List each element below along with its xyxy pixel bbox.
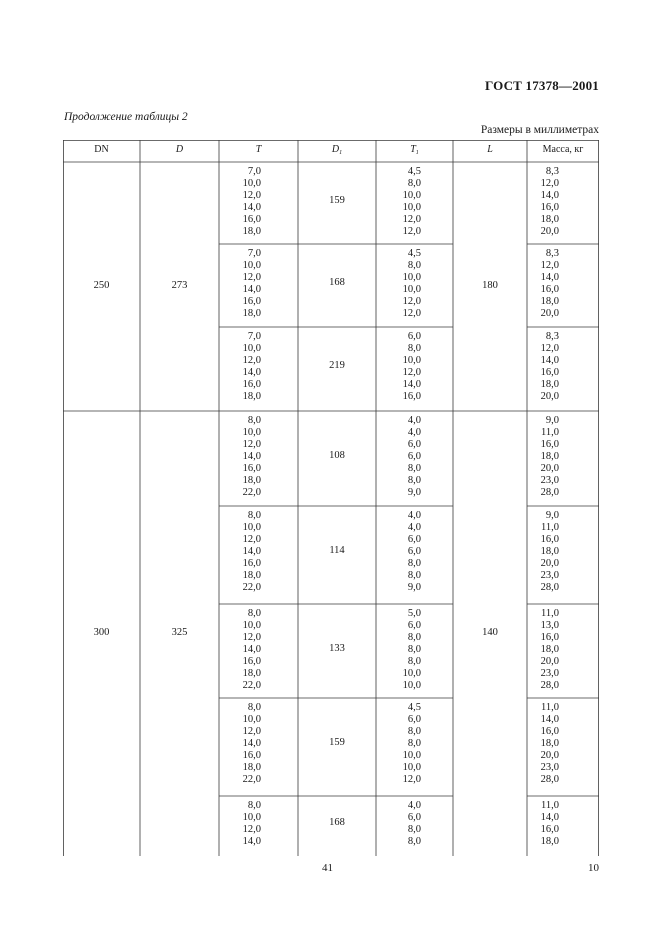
value-cell: 12,0 (402, 774, 421, 785)
value-cell: 10,0 (242, 812, 261, 823)
mass-values (541, 702, 559, 786)
value-cell: 8,0 (407, 632, 421, 643)
value-cell: 8,3 (545, 166, 559, 177)
value-cell: 8,0 (247, 702, 261, 713)
value-cell: 6,0 (407, 451, 421, 462)
value-cell: 23,0 (540, 475, 559, 486)
d1-value: 159 (329, 737, 345, 748)
value-cell: 16,0 (242, 214, 261, 225)
value-cell: 22,0 (242, 582, 261, 593)
value-cell: 14,0 (540, 714, 559, 725)
value-cell: 8,0 (407, 656, 421, 667)
value-cell: 28,0 (540, 487, 559, 498)
value-cell: 16,0 (242, 750, 261, 761)
value-cell: 16,0 (540, 284, 559, 295)
value-cell: 6,0 (407, 812, 421, 823)
value-cell: 20,0 (540, 558, 559, 569)
value-cell: 8,0 (407, 824, 421, 835)
value-cell: 12,0 (242, 439, 261, 450)
standard-header: ГОСТ 17378—2001 (484, 78, 599, 93)
dn-value: 300 (93, 626, 110, 638)
value-cell: 22,0 (242, 680, 261, 691)
value-cell: 10,0 (402, 272, 421, 283)
value-cell: 13,0 (540, 620, 559, 631)
d1-value: 168 (329, 817, 345, 828)
mass-values (541, 510, 559, 594)
value-cell: 4,5 (407, 248, 421, 259)
d1-value: 108 (329, 450, 345, 461)
value-cell: 16,0 (540, 439, 559, 450)
value-cell: 28,0 (540, 582, 559, 593)
value-cell: 4,5 (407, 702, 421, 713)
t-values (243, 800, 261, 848)
value-cell: 12,0 (242, 726, 261, 737)
col-header-t1 (376, 140, 453, 162)
t1-values (403, 166, 421, 238)
value-cell: 16,0 (540, 367, 559, 378)
mass-values (541, 248, 559, 320)
value-cell: 18,0 (540, 214, 559, 225)
value-cell: 10,0 (242, 178, 261, 189)
value-cell: 4,0 (407, 427, 421, 438)
value-cell: 16,0 (540, 632, 559, 643)
value-cell: 12,0 (402, 226, 421, 237)
table-caption: Продолжение таблицы 2 (64, 111, 188, 123)
value-cell: 14,0 (242, 451, 261, 462)
value-cell: 14,0 (242, 644, 261, 655)
value-cell: 8,0 (407, 343, 421, 354)
value-cell: 16,0 (242, 656, 261, 667)
value-cell: 12,0 (242, 355, 261, 366)
value-cell: 16,0 (242, 463, 261, 474)
value-cell: 11,0 (541, 608, 559, 619)
value-cell: 10,0 (402, 668, 421, 679)
value-cell: 7,0 (247, 166, 261, 177)
value-cell: 18,0 (540, 296, 559, 307)
l-value: 180 (482, 279, 498, 291)
value-cell: 16,0 (242, 379, 261, 390)
value-cell: 16,0 (402, 391, 421, 402)
value-cell: 23,0 (540, 570, 559, 581)
value-cell: 9,0 (545, 415, 559, 426)
d-value: 273 (171, 279, 188, 291)
value-cell: 18,0 (242, 226, 261, 237)
value-cell: 12,0 (540, 260, 559, 271)
mass-values (541, 166, 559, 238)
value-cell: 6,0 (407, 534, 421, 545)
value-cell: 12,0 (402, 214, 421, 225)
value-cell: 10,0 (402, 680, 421, 691)
value-cell: 4,0 (407, 510, 421, 521)
col-header-t1-main: T (410, 144, 416, 155)
t-values (243, 248, 261, 320)
value-cell: 20,0 (540, 656, 559, 667)
mass-values (541, 331, 559, 403)
value-cell: 8,0 (247, 510, 261, 521)
value-cell: 20,0 (540, 750, 559, 761)
value-cell: 14,0 (242, 836, 261, 847)
value-cell: 12,0 (242, 534, 261, 545)
value-cell: 18,0 (540, 738, 559, 749)
value-cell: 8,0 (407, 570, 421, 581)
value-cell: 18,0 (242, 391, 261, 402)
value-cell: 6,0 (407, 331, 421, 342)
value-cell: 8,3 (545, 331, 559, 342)
value-cell: 10,0 (242, 714, 261, 725)
value-cell: 14,0 (540, 355, 559, 366)
t-values (243, 166, 261, 238)
value-cell: 12,0 (540, 343, 559, 354)
col-header-l: L (487, 144, 493, 155)
t1-values (408, 800, 421, 848)
value-cell: 18,0 (540, 451, 559, 462)
value-cell: 12,0 (402, 308, 421, 319)
t-values (243, 510, 261, 594)
value-cell: 7,0 (247, 248, 261, 259)
d1-value: 133 (329, 643, 345, 654)
value-cell: 10,0 (402, 202, 421, 213)
value-cell: 6,0 (407, 439, 421, 450)
t1-values (408, 415, 421, 499)
value-cell: 10,0 (402, 750, 421, 761)
t-values (243, 331, 261, 403)
value-cell: 6,0 (407, 620, 421, 631)
l-value: 140 (482, 626, 498, 638)
t1-values (403, 331, 421, 403)
d-value: 325 (171, 626, 188, 638)
value-cell: 12,0 (242, 272, 261, 283)
value-cell: 8,0 (247, 608, 261, 619)
value-cell: 28,0 (540, 774, 559, 785)
value-cell: 18,0 (242, 475, 261, 486)
value-cell: 8,0 (407, 463, 421, 474)
value-cell: 12,0 (242, 632, 261, 643)
mass-values (541, 800, 559, 848)
value-cell: 9,0 (407, 487, 421, 498)
value-cell: 4,0 (407, 415, 421, 426)
value-cell: 18,0 (540, 379, 559, 390)
value-cell: 10,0 (402, 762, 421, 773)
value-cell: 10,0 (242, 427, 261, 438)
col-header-d1 (298, 140, 376, 162)
table-grid (63, 140, 599, 856)
value-cell: 10,0 (242, 620, 261, 631)
value-cell: 14,0 (540, 272, 559, 283)
value-cell: 14,0 (242, 546, 261, 557)
value-cell: 14,0 (242, 367, 261, 378)
value-cell: 8,0 (247, 415, 261, 426)
value-cell: 10,0 (402, 355, 421, 366)
value-cell: 20,0 (540, 391, 559, 402)
value-cell: 23,0 (540, 668, 559, 679)
t1-values (403, 248, 421, 320)
value-cell: 4,0 (407, 522, 421, 533)
value-cell: 14,0 (402, 379, 421, 390)
t-values (243, 415, 261, 499)
value-cell: 16,0 (540, 534, 559, 545)
d1-value: 114 (329, 545, 345, 556)
units-note: Размеры в миллиметрах (480, 124, 599, 136)
mass-values (541, 608, 559, 692)
col-header-d1-sub: 1 (339, 150, 343, 156)
value-cell: 12,0 (402, 367, 421, 378)
value-cell: 8,0 (407, 836, 421, 847)
value-cell: 16,0 (540, 726, 559, 737)
page-number: 41 (322, 862, 333, 874)
col-header-t: T (255, 144, 262, 155)
value-cell: 4,5 (407, 166, 421, 177)
t-values (243, 702, 261, 786)
value-cell: 8,3 (545, 248, 559, 259)
t1-values (408, 510, 421, 594)
value-cell: 18,0 (242, 762, 261, 773)
value-cell: 16,0 (242, 558, 261, 569)
value-cell: 16,0 (540, 824, 559, 835)
value-cell: 18,0 (540, 546, 559, 557)
value-cell: 8,0 (407, 738, 421, 749)
value-cell: 10,0 (242, 260, 261, 271)
value-cell: 11,0 (541, 427, 559, 438)
value-cell: 8,0 (247, 800, 261, 811)
value-cell: 14,0 (540, 812, 559, 823)
value-cell: 18,0 (242, 308, 261, 319)
value-cell: 11,0 (541, 522, 559, 533)
value-cell: 12,0 (540, 178, 559, 189)
value-cell: 7,0 (247, 331, 261, 342)
value-cell: 8,0 (407, 726, 421, 737)
d1-value: 168 (329, 277, 345, 288)
value-cell: 14,0 (242, 738, 261, 749)
value-cell: 8,0 (407, 178, 421, 189)
value-cell: 9,0 (407, 582, 421, 593)
value-cell: 18,0 (540, 644, 559, 655)
col-header-d: D (175, 144, 184, 155)
value-cell: 5,0 (407, 608, 421, 619)
value-cell: 10,0 (402, 284, 421, 295)
value-cell: 8,0 (407, 260, 421, 271)
value-cell: 12,0 (242, 824, 261, 835)
value-cell: 14,0 (242, 284, 261, 295)
value-cell: 28,0 (540, 680, 559, 691)
col-header-t1-sub: 1 (415, 150, 419, 156)
value-cell: 10,0 (402, 190, 421, 201)
value-cell: 22,0 (242, 487, 261, 498)
t1-values (403, 702, 421, 786)
value-cell: 22,0 (242, 774, 261, 785)
value-cell: 8,0 (407, 644, 421, 655)
value-cell: 12,0 (402, 296, 421, 307)
value-cell: 20,0 (540, 226, 559, 237)
value-cell: 8,0 (407, 558, 421, 569)
sheet-number: 10 (588, 862, 599, 874)
d1-value: 219 (329, 360, 345, 371)
value-cell: 6,0 (407, 714, 421, 725)
value-cell: 20,0 (540, 308, 559, 319)
value-cell: 23,0 (540, 762, 559, 773)
col-header-d1-main: D (331, 144, 340, 155)
value-cell: 10,0 (242, 522, 261, 533)
col-header-dn: DN (94, 144, 109, 155)
col-header-mass: Масса, кг (542, 144, 584, 155)
value-cell: 9,0 (545, 510, 559, 521)
value-cell: 16,0 (242, 296, 261, 307)
value-cell: 18,0 (242, 668, 261, 679)
value-cell: 8,0 (407, 475, 421, 486)
value-cell: 18,0 (540, 836, 559, 847)
value-cell: 14,0 (540, 190, 559, 201)
t1-values (403, 608, 421, 692)
t-values (243, 608, 261, 692)
d1-value: 159 (329, 195, 345, 206)
value-cell: 4,0 (407, 800, 421, 811)
value-cell: 6,0 (407, 546, 421, 557)
value-cell: 12,0 (242, 190, 261, 201)
value-cell: 11,0 (541, 800, 559, 811)
value-cell: 20,0 (540, 463, 559, 474)
value-cell: 16,0 (540, 202, 559, 213)
mass-values (541, 415, 559, 499)
dimensions-table (63, 140, 599, 856)
value-cell: 14,0 (242, 202, 261, 213)
value-cell: 18,0 (242, 570, 261, 581)
value-cell: 11,0 (541, 702, 559, 713)
dn-value: 250 (93, 279, 110, 291)
value-cell: 10,0 (242, 343, 261, 354)
